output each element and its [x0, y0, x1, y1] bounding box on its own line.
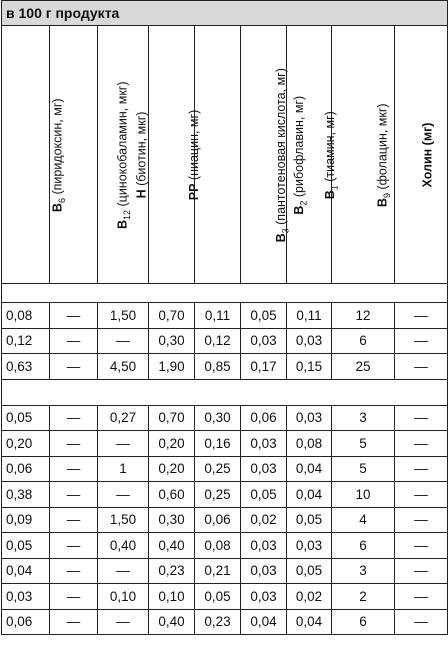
- table-cell: —: [98, 431, 149, 457]
- table-cell: 2: [332, 584, 395, 610]
- table-cell: —: [395, 482, 448, 508]
- table-cell: 0,05: [2, 533, 50, 559]
- vitamin-subscript: 12: [122, 210, 133, 221]
- table-cell: 0,20: [149, 431, 195, 457]
- table-cell: 0,03: [241, 328, 287, 354]
- table-row: [2, 405, 448, 431]
- column-header-label: [274, 68, 291, 242]
- table-cell: —: [50, 482, 98, 508]
- table-row: [2, 431, 448, 457]
- table-cell: —: [98, 558, 149, 584]
- table-cell: 0,08: [287, 431, 332, 457]
- table-cell: —: [50, 584, 98, 610]
- table-cell: 0,05: [241, 303, 287, 329]
- table-cell: —: [98, 609, 149, 635]
- column-header: [195, 26, 291, 284]
- table-cell: 0,03: [2, 584, 50, 610]
- vitamin-subscript: 6: [57, 198, 68, 204]
- column-header-label: [134, 111, 148, 198]
- table-row: [2, 354, 448, 380]
- table-cell: 0,12: [195, 328, 241, 354]
- table-cell: 6: [332, 533, 395, 559]
- table-row: [2, 328, 448, 354]
- table-cell: 0,23: [149, 558, 195, 584]
- vitamin-description: (рибофлавин, мг): [292, 96, 307, 201]
- column-header-label: [323, 111, 340, 199]
- vitamin-description: (биотин, мкг): [134, 111, 149, 189]
- table-cell: —: [395, 405, 448, 431]
- table-row: [2, 303, 448, 329]
- table-cell: —: [50, 456, 98, 482]
- table-cell: 0,10: [149, 584, 195, 610]
- table-cell: 0,70: [149, 405, 195, 431]
- table-cell: —: [50, 507, 98, 533]
- table-cell: 0,04: [287, 482, 332, 508]
- column-header: [332, 26, 395, 284]
- table-cell: 0,63: [2, 354, 50, 380]
- table-cell: 0,30: [195, 405, 241, 431]
- table-row: [2, 507, 448, 533]
- vitamin-description: Холин (мг): [420, 122, 435, 187]
- vitamin-subscript: 9: [382, 193, 393, 199]
- column-header-label: [420, 122, 434, 187]
- table-cell: 0,11: [195, 303, 241, 329]
- table-cell: 0,40: [149, 533, 195, 559]
- table-row: [2, 533, 448, 559]
- column-header: [2, 26, 68, 284]
- table-cell: 3: [332, 405, 395, 431]
- table-cell: —: [395, 431, 448, 457]
- vitamin-description: (пантотеновая кислота, мг): [273, 68, 288, 229]
- table-cell: 5: [332, 456, 395, 482]
- table-cell: 0,04: [241, 609, 287, 635]
- section-separator-row: [2, 284, 448, 303]
- section-separator: [2, 379, 448, 405]
- table-cell: 25: [332, 354, 395, 380]
- table-cell: 0,03: [287, 533, 332, 559]
- table-cell: 0,05: [195, 584, 241, 610]
- table-cell: 0,05: [287, 558, 332, 584]
- table-cell: —: [395, 507, 448, 533]
- table-row: [2, 456, 448, 482]
- table-cell: 0,15: [287, 354, 332, 380]
- table-cell: —: [395, 533, 448, 559]
- table-cell: —: [50, 405, 98, 431]
- vitamin-table: [1, 0, 448, 635]
- table-cell: 1: [98, 456, 149, 482]
- table-cell: 0,06: [195, 507, 241, 533]
- table-cell: 0,20: [149, 456, 195, 482]
- table-cell: 0,05: [287, 507, 332, 533]
- table-cell: 0,20: [2, 431, 50, 457]
- table-cell: —: [50, 354, 98, 380]
- column-header-label: [376, 104, 393, 208]
- table-cell: —: [50, 328, 98, 354]
- column-header: [395, 26, 448, 284]
- table-cell: —: [98, 328, 149, 354]
- table-cell: 0,60: [149, 482, 195, 508]
- column-header-label: [51, 99, 68, 213]
- table-cell: 0,03: [287, 328, 332, 354]
- table-cell: —: [395, 456, 448, 482]
- table-cell: 0,30: [149, 328, 195, 354]
- table-cell: 0,08: [2, 303, 50, 329]
- table-cell: —: [50, 431, 98, 457]
- table-cell: 0,30: [149, 507, 195, 533]
- table-cell: 4,50: [98, 354, 149, 380]
- table-cell: 0,25: [195, 456, 241, 482]
- table-cell: 0,09: [2, 507, 50, 533]
- column-header-row: [2, 26, 448, 284]
- table-cell: 0,03: [241, 558, 287, 584]
- table-cell: —: [50, 558, 98, 584]
- table-cell: 0,06: [2, 609, 50, 635]
- table-cell: 0,03: [287, 405, 332, 431]
- table-cell: 0,11: [287, 303, 332, 329]
- table-cell: 3: [332, 558, 395, 584]
- table-cell: 0,06: [2, 456, 50, 482]
- table-cell: 0,40: [149, 609, 195, 635]
- table-cell: 0,03: [241, 584, 287, 610]
- table-cell: 0,17: [241, 354, 287, 380]
- table-cell: —: [395, 584, 448, 610]
- table-cell: —: [395, 354, 448, 380]
- table-cell: 10: [332, 482, 395, 508]
- table-row: [2, 584, 448, 610]
- table-cell: 0,03: [241, 431, 287, 457]
- table-cell: 6: [332, 609, 395, 635]
- table-row: [2, 482, 448, 508]
- table-cell: 0,38: [2, 482, 50, 508]
- vitamin-subscript: 3: [280, 228, 291, 234]
- table-cell: 4: [332, 507, 395, 533]
- vitamin-symbol: B: [292, 205, 307, 215]
- vitamin-symbol: B: [115, 220, 130, 230]
- section-separator: [2, 284, 448, 303]
- vitamin-description: (тиамин, мг): [322, 111, 337, 186]
- table-cell: 0,10: [98, 584, 149, 610]
- vitamin-symbol: PP: [187, 183, 202, 200]
- table-cell: —: [50, 609, 98, 635]
- table-cell: 1,90: [149, 354, 195, 380]
- vitamin-description: (фолацин, мкг): [375, 103, 390, 194]
- table-cell: 0,03: [241, 533, 287, 559]
- table-cell: 5: [332, 431, 395, 457]
- table-cell: 0,02: [287, 584, 332, 610]
- table-cell: 12: [332, 303, 395, 329]
- table-body: [2, 284, 448, 635]
- table-cell: 6: [332, 328, 395, 354]
- table-cell: 0,02: [241, 507, 287, 533]
- vitamin-subscript: 2: [298, 200, 309, 206]
- table-cell: 0,05: [2, 405, 50, 431]
- table-cell: —: [395, 328, 448, 354]
- vitamin-subscript: 1: [329, 185, 340, 191]
- vitamin-symbol: B: [375, 198, 390, 208]
- table-row: [2, 609, 448, 635]
- table-cell: —: [50, 303, 98, 329]
- table-cell: 0,04: [287, 456, 332, 482]
- table-cell: 0,08: [195, 533, 241, 559]
- table-cell: 1,50: [98, 507, 149, 533]
- table-cell: —: [395, 609, 448, 635]
- table-cell: 0,16: [195, 431, 241, 457]
- table-cell: 0,05: [241, 482, 287, 508]
- vitamin-description: (ниацин, мг): [187, 109, 202, 184]
- table-cell: —: [395, 303, 448, 329]
- table-row: [2, 558, 448, 584]
- vitamin-description: (пиридоксин, мг): [50, 98, 65, 199]
- table-cell: 1,50: [98, 303, 149, 329]
- column-header: [149, 26, 202, 284]
- table-cell: 0,70: [149, 303, 195, 329]
- column-header-label: [187, 109, 201, 199]
- table-caption: в 100 г продукта: [2, 1, 448, 26]
- table-cell: 0,03: [241, 456, 287, 482]
- table-cell: 0,04: [287, 609, 332, 635]
- table-cell: 0,12: [2, 328, 50, 354]
- caption-row: [2, 1, 448, 26]
- table-cell: —: [395, 558, 448, 584]
- table-cell: —: [98, 482, 149, 508]
- vitamin-symbol: B: [322, 190, 337, 200]
- section-separator-row: [2, 379, 448, 405]
- table-cell: 0,40: [98, 533, 149, 559]
- table-cell: 0,04: [2, 558, 50, 584]
- column-header-label: [292, 96, 309, 215]
- vitamin-description: (цинокобаламин, мкг): [115, 81, 130, 211]
- table-cell: —: [50, 533, 98, 559]
- table-cell: 0,06: [241, 405, 287, 431]
- table-cell: 0,21: [195, 558, 241, 584]
- vitamin-symbol: B: [50, 203, 65, 213]
- table-cell: 0,85: [195, 354, 241, 380]
- column-header-label: [116, 82, 133, 230]
- vitamin-symbol: B: [273, 233, 288, 243]
- table-cell: 0,23: [195, 609, 241, 635]
- table-cell: 0,25: [195, 482, 241, 508]
- table-cell: 0,27: [98, 405, 149, 431]
- vitamin-symbol: H: [134, 188, 149, 198]
